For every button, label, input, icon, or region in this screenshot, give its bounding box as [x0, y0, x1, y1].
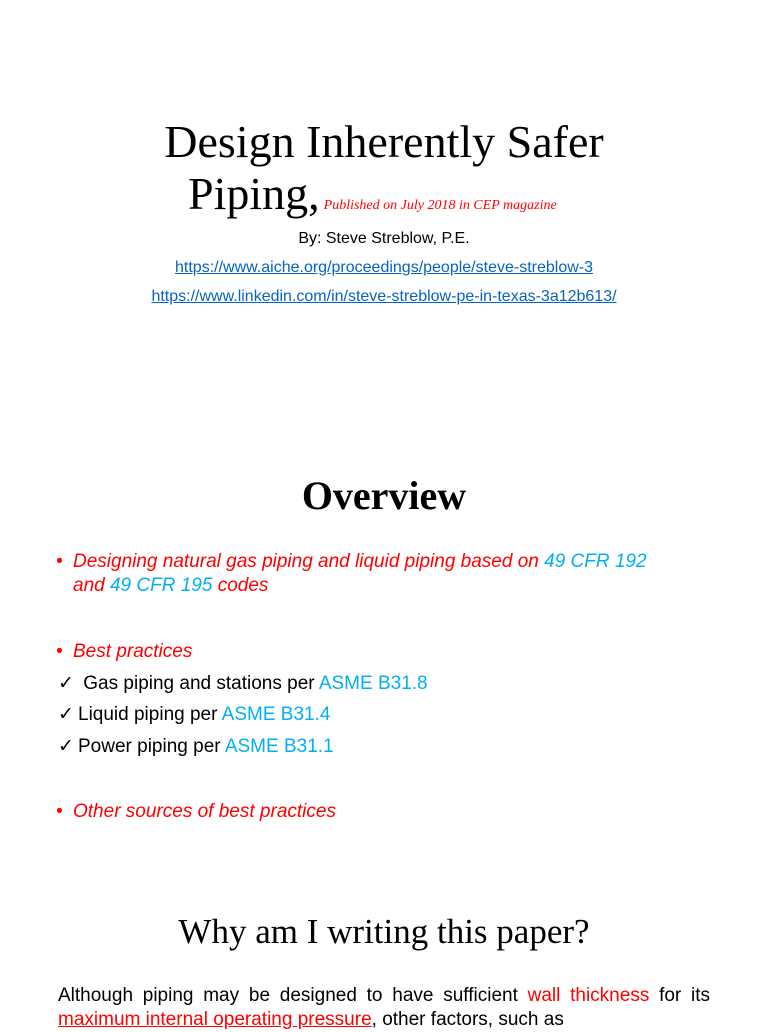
document-title-line2: Piping, — [188, 168, 320, 219]
code-reference: ASME B31.8 — [318, 673, 428, 694]
document-title-line1: Design Inherently Safer — [164, 116, 604, 167]
checkmark-icon: ✓ — [58, 673, 74, 694]
list-item — [56, 550, 706, 598]
bullet-text: Best practices — [73, 641, 193, 662]
linkedin-profile-link[interactable]: https://www.linkedin.com/in/steve-streblow-pe-in-texas-3a12b613/ — [151, 288, 617, 305]
list-item — [56, 800, 336, 824]
code-reference: 49 CFR 192 — [544, 551, 647, 572]
list-item — [56, 640, 192, 664]
checklist-item — [58, 672, 428, 696]
checkmark-icon: ✓ — [58, 704, 74, 725]
checklist-text: Liquid piping per — [78, 704, 222, 725]
aiche-link-row — [0, 259, 768, 277]
author-byline: By: Steve Streblow, P.E. — [298, 230, 470, 247]
bullet-icon: • — [56, 641, 63, 662]
checkmark-icon: ✓ — [58, 736, 74, 757]
highlight-text: maximum internal operating pressure — [58, 1009, 372, 1030]
paragraph-text: Although piping may be designed to have sufficient — [58, 985, 528, 1006]
document-title-line2-row — [188, 168, 557, 232]
code-reference: ASME B31.1 — [224, 736, 334, 757]
checklist-item — [58, 703, 330, 727]
publication-note: Published on July 2018 in CEP magazine — [323, 198, 557, 213]
bullet-text: Other sources of best practices — [73, 801, 336, 822]
aiche-profile-link[interactable]: https://www.aiche.org/proceedings/people/steve-streblow-3 — [175, 259, 593, 276]
code-reference: 49 CFR 195 — [109, 575, 213, 596]
paragraph-text: for its — [649, 985, 711, 1006]
bullet-text: and — [73, 575, 110, 596]
bullet-icon: • — [56, 801, 63, 822]
paragraph-text: , other factors, such as — [371, 1009, 564, 1030]
highlight-text: wall thickness — [527, 985, 650, 1006]
linkedin-link-row — [0, 288, 768, 306]
bullet-icon: • — [56, 551, 63, 572]
checklist-text: Power piping per — [78, 736, 225, 757]
overview-heading: Overview — [301, 473, 467, 518]
bullet-text: codes — [212, 575, 269, 596]
code-reference: ASME B31.4 — [221, 704, 331, 725]
section-heading: Why am I writing this paper? — [178, 912, 590, 951]
checklist-item — [58, 735, 334, 759]
checklist-text: Gas piping and stations per — [78, 673, 319, 694]
bullet-text: Designing natural gas piping and liquid piping based on — [73, 551, 545, 572]
body-paragraph — [58, 984, 710, 1032]
